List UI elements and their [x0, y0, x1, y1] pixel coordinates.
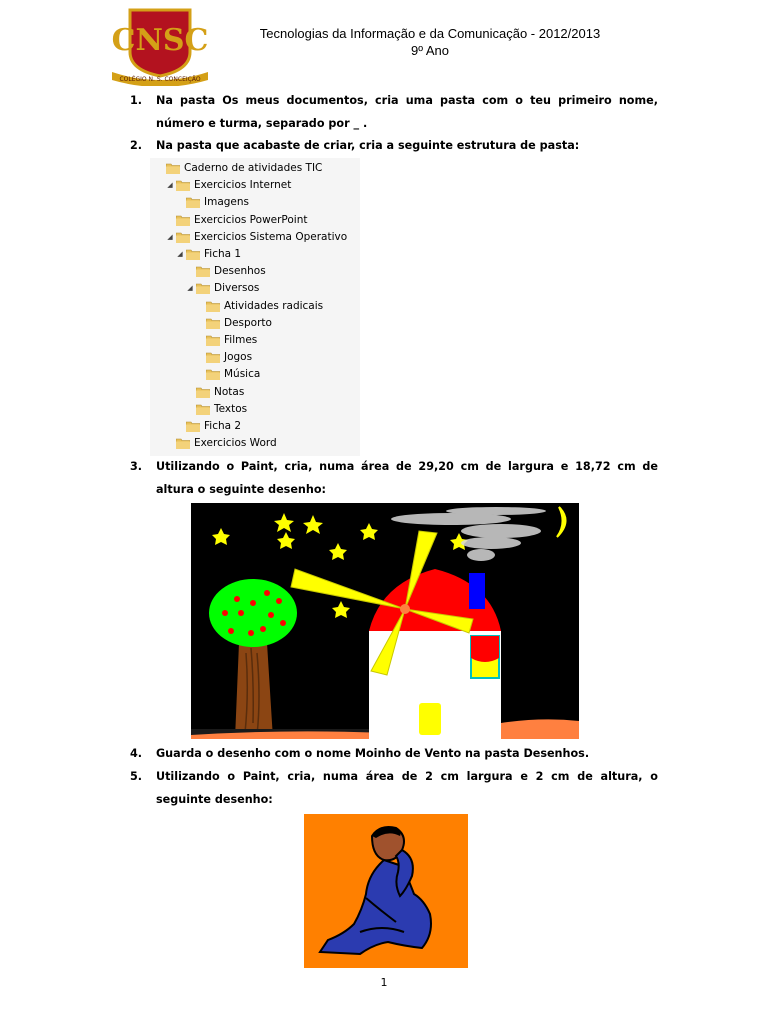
folder-tree-item	[186, 384, 244, 401]
folder-label: Desenhos	[214, 265, 266, 278]
folder-tree-item	[176, 418, 241, 435]
folder-label: Ficha 1	[204, 248, 242, 260]
exercise-text: Na pasta que acabaste de criar, cria a seguinte estrutura de pasta:	[156, 139, 580, 152]
folder-icon	[176, 232, 190, 243]
folder-tree-item	[176, 194, 249, 211]
folder-tree-item	[156, 160, 322, 177]
folder-label: Exercicios PowerPoint	[194, 213, 308, 226]
windmill-drawing	[191, 503, 579, 739]
folder-label: Desporto	[224, 316, 272, 329]
folder-tree-item	[166, 177, 291, 194]
logo-text: COLÉGIO N. S. CONCEIÇÃO	[119, 76, 201, 83]
folder-icon	[176, 215, 190, 226]
expand-arrow-icon: ◢	[177, 250, 183, 258]
folder-icon	[186, 249, 200, 260]
folder-icon	[206, 352, 220, 363]
folder-icon	[176, 180, 190, 191]
folder-label: Diversos	[214, 282, 260, 295]
folder-tree-item	[196, 298, 323, 315]
folder-icon	[176, 438, 190, 449]
exercise-number: 1.	[130, 94, 143, 107]
folder-tree-item	[186, 280, 259, 297]
exercise-number: 3.	[130, 460, 143, 473]
expand-arrow-icon: ◢	[167, 232, 173, 241]
exercise-text: Utilizando o Paint, cria, numa área de 2 cm largura e 2 cm de altura, o seguinte desenho:	[156, 770, 658, 806]
folder-label: Notas	[214, 385, 245, 398]
folder-tree-item	[166, 229, 347, 246]
folder-icon	[206, 369, 220, 380]
exercise-number: 2.	[130, 139, 143, 152]
folder-label: Textos	[214, 402, 248, 415]
folder-tree-item	[196, 315, 272, 332]
folder-label: Exercicios Sistema Operativo	[194, 230, 348, 243]
folder-tree	[150, 158, 360, 456]
folder-label: Exercicios Internet	[194, 179, 292, 192]
folder-label: Jogos	[224, 351, 253, 364]
seated-figure-drawing	[304, 814, 468, 968]
header-subtitle: 9º Ano	[410, 43, 449, 58]
folder-label: Caderno de atividades TIC	[184, 162, 323, 174]
exercise-3	[130, 455, 660, 501]
folder-tree-item	[196, 332, 257, 349]
exercise-text: Utilizando o Paint, cria, numa área de 29,20 cm de largura e 18,72 cm de altura o seguinte desenho:	[156, 460, 658, 496]
folder-icon	[166, 163, 180, 174]
folder-label: Imagens	[204, 196, 250, 209]
exercise-1	[130, 89, 660, 135]
folder-label: Atividades radicais	[224, 299, 324, 312]
header-title: Tecnologias da Informação e da Comunicação - 2012/2013	[259, 26, 601, 41]
school-logo	[108, 6, 212, 86]
folder-icon	[206, 318, 220, 329]
folder-tree-item	[196, 349, 252, 366]
folder-tree-item	[166, 435, 277, 452]
folder-icon	[196, 404, 210, 415]
expand-arrow-icon: ◢	[167, 181, 173, 190]
page-number: 1	[380, 976, 388, 989]
folder-icon	[196, 266, 210, 277]
folder-tree-item	[186, 401, 247, 418]
exercise-5	[130, 765, 660, 811]
exercise-number: 5.	[130, 770, 143, 783]
folder-tree-item	[186, 263, 266, 280]
folder-icon	[186, 421, 200, 432]
folder-label: Ficha 2	[204, 420, 242, 432]
exercise-text: Na pasta Os meus documentos, cria uma pasta com o teu primeiro nome, número e turma, separado por _ .	[156, 94, 658, 130]
folder-icon	[206, 301, 220, 312]
folder-icon	[196, 283, 210, 294]
folder-tree-item	[196, 366, 260, 383]
folder-tree-item	[176, 246, 241, 263]
folder-tree-item	[166, 212, 308, 229]
exercise-text: Guarda o desenho com o nome Moinho de Vento na pasta Desenhos.	[156, 747, 590, 760]
folder-icon	[206, 335, 220, 346]
folder-label: Filmes	[224, 334, 258, 346]
exercise-number: 4.	[130, 747, 143, 760]
svg-text:CNSC: CNSC	[111, 23, 209, 58]
folder-icon	[186, 197, 200, 208]
folder-label: Música	[224, 368, 261, 381]
folder-label: Exercicios Word	[194, 437, 277, 450]
folder-icon	[196, 387, 210, 398]
expand-arrow-icon: ◢	[187, 284, 193, 293]
